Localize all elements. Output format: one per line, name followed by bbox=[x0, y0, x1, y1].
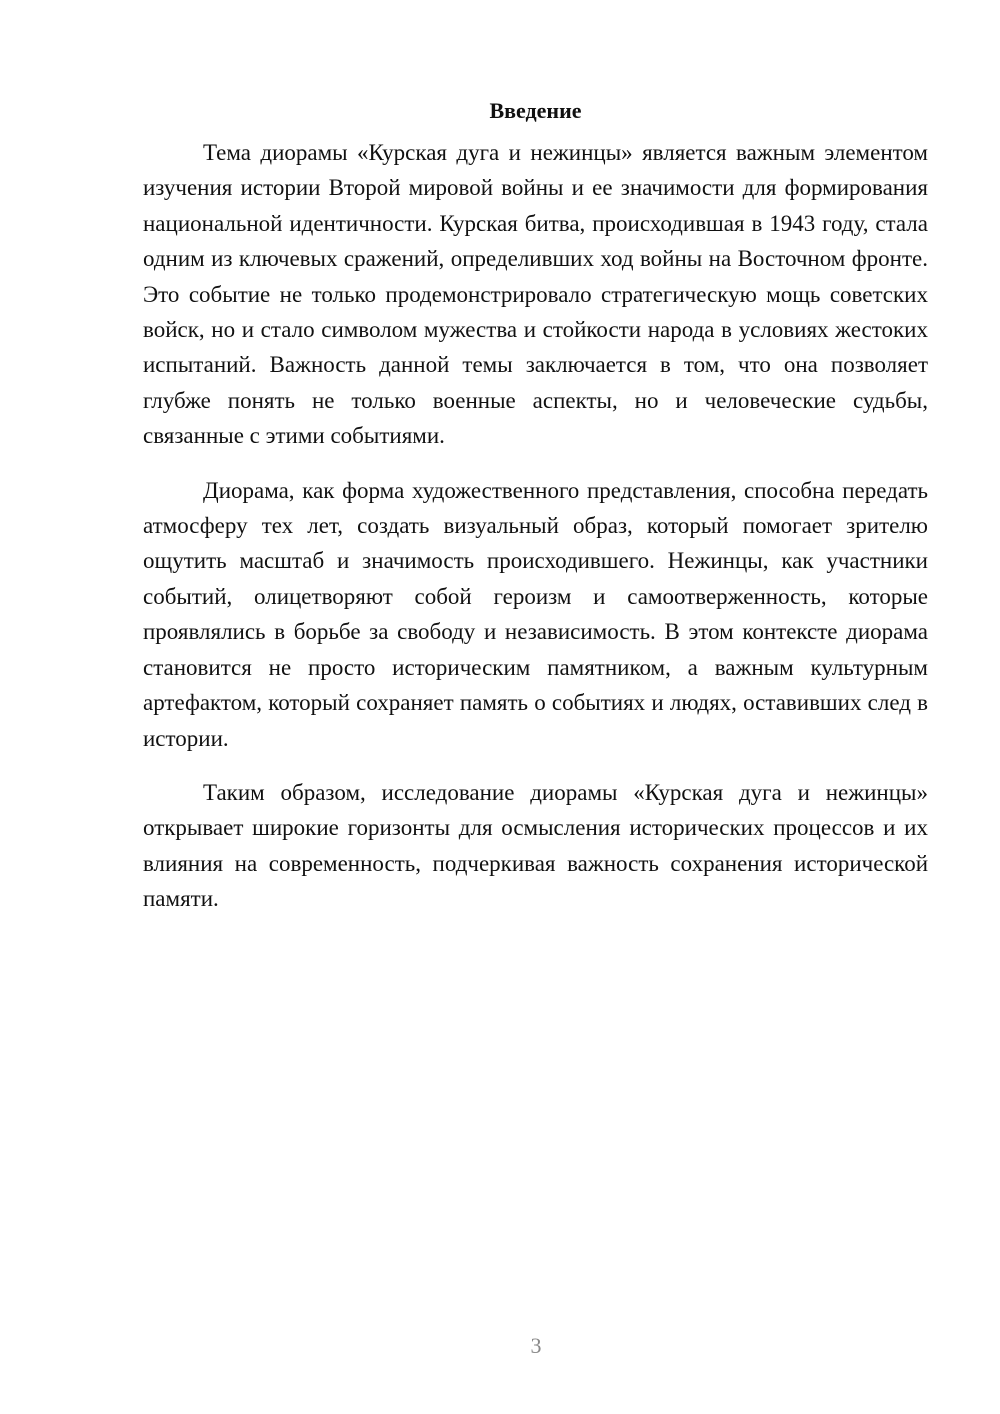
paragraph-3: Таким образом, исследование диорамы «Курская дуга и нежинцы» открывает широкие горизонты для осмысления исторических процессов и их влияния на современность, подчеркивая важность сохранения исторической памяти. bbox=[143, 779, 928, 912]
section-heading: Введение bbox=[489, 98, 582, 123]
paragraph-1: Тема диорамы «Курская дуга и нежинцы» является важным элементом изучения истории Второй мировой войны и ее значимости для формирования национальной идентичности. Курская битва, происходившая в 1943 году, стала одним из ключевых сражений, определивших ход войны на Восточном фронте. Это событие не только продемонстрировало стратегическую мощь советских войск, но и стало символом мужества и стойкости народа в условиях жестоких испытаний. Важность данной темы заключается в том, что она позволяет глубже понять не только военные аспекты, но и человеческие судьбы, связанные с этими событиями. bbox=[143, 140, 928, 449]
page-content bbox=[143, 96, 928, 936]
paragraph-2: Диорама, как форма художественного представления, способна передать атмосферу тех лет, создать визуальный образ, который помогает зрителю ощутить масштаб и значимость происходившего. Нежинцы, как участники событий, олицетворяют собой героизм и самоотверженность, которые проявлялись в борьбе за свободу и независимость. В этом контексте диорама становится не просто историческим памятником, а важным культурным артефактом, который сохраняет память о событиях и людях, оставивших след в истории. bbox=[143, 477, 928, 751]
page-number: 3 bbox=[530, 1333, 542, 1358]
